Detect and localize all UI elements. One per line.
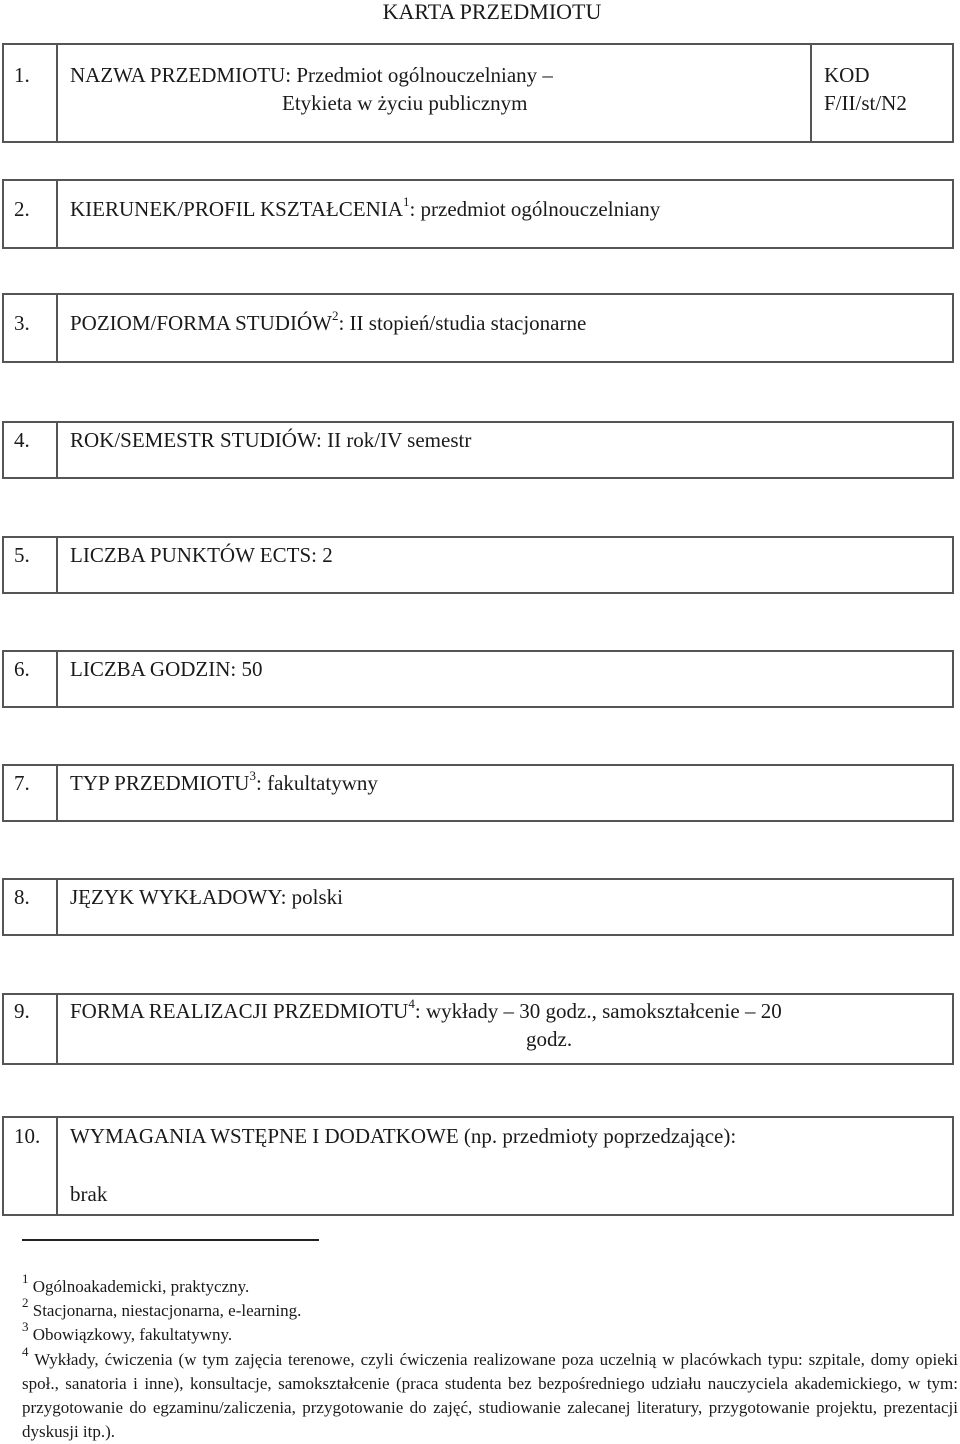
delivery-form-value-line2: godz. [526,1027,573,1051]
year-semester-cell [56,421,954,479]
hours-count-value: 50 [241,657,263,681]
footnote-ref: 4 [408,996,415,1011]
row-number: 7. [2,764,57,822]
course-name-cell [56,43,812,143]
row-study-level [0,293,960,363]
language-value: polski [291,885,343,909]
footnote-ref: 1 [402,194,410,209]
row-number: 1. [2,43,57,143]
footnote-separator [22,1239,319,1241]
course-name-label: NAZWA PRZEDMIOTU: [70,63,292,87]
row-study-field [0,179,960,249]
course-name-value: Przedmiot ogólnouczelniany – [296,63,553,87]
separator: : [414,999,421,1023]
footnote-number: 2 [22,1295,29,1311]
hours-count-cell [56,650,954,708]
ects-points-label: LICZBA PUNKTÓW ECTS: [70,543,317,567]
footnote-ref: 2 [331,308,339,323]
study-field-cell [56,179,954,249]
study-level-value: II stopień/studia stacjonarne [349,311,587,335]
footnote-3 [22,1319,233,1346]
row-number: 6. [2,650,57,708]
year-semester-label: ROK/SEMESTR STUDIÓW: [70,428,322,452]
course-type-value: fakultatywny [267,771,378,795]
row-prerequisites [0,1116,960,1216]
row-course-name [0,43,960,143]
study-level-cell [56,293,954,363]
footnote-text: Wykłady, ćwiczenia (w tym zajęcia terenowe, czyli ćwiczenia realizowane poza uczelnią w placówkach typu: szpitale, domy opieki społ., sanatoria i inne), konsultacje, samokształcenie (praca studenta bez bezpośredniego udziału nauczyciela akademickiego, w tym: przygotowanie do egzaminu/zaliczenia, przygotowanie do zajęć, studiowanie zalecanej literatury, przygotowanie projektu, prezentacji dyskusji itp.). [22,1350,958,1441]
footnote-text: Stacjonarna, niestacjonarna, e-learning. [32,1301,302,1320]
prerequisites-hint: (np. przedmioty poprzedzające): [463,1124,737,1148]
course-name-value-line2: Etykieta w życiu publicznym [282,91,528,115]
footnote-2 [22,1295,302,1322]
ects-points-value: 2 [322,543,333,567]
document-title: KARTA PRZEDMIOTU [382,0,602,24]
row-course-type [0,764,960,822]
row-number: 4. [2,421,57,479]
row-number: 10. [2,1116,57,1216]
course-code-label: KOD [824,63,870,87]
study-field-value: przedmiot ogólnouczelniany [420,197,661,221]
delivery-form-label: FORMA REALIZACJI PRZEDMIOTU [70,999,409,1023]
row-hours-count [0,650,960,708]
separator: : [409,197,416,221]
row-delivery-form [0,993,960,1065]
course-type-cell [56,764,954,822]
row-year-semester [0,421,960,479]
prerequisites-cell [56,1116,954,1216]
row-number: 5. [2,536,57,594]
row-number: 2. [2,179,57,249]
course-type-label: TYP PRZEDMIOTU [70,771,250,795]
ects-points-cell [56,536,954,594]
footnote-ref: 3 [249,768,256,783]
footnote-number: 1 [22,1271,29,1287]
footnote-text: Obowiązkowy, fakultatywny. [32,1325,233,1344]
separator: : [338,311,345,335]
language-label: JĘZYK WYKŁADOWY: [70,885,287,909]
language-cell [56,878,954,936]
delivery-form-cell [56,993,954,1065]
footnote-number: 3 [22,1319,29,1335]
row-number: 3. [2,293,57,363]
prerequisites-label: WYMAGANIA WSTĘPNE I DODATKOWE [70,1124,459,1148]
study-level-label: POZIOM/FORMA STUDIÓW [70,311,332,335]
row-number: 9. [2,993,57,1065]
row-ects-points [0,536,960,594]
separator: : [255,771,262,795]
course-code-value: F/II/st/N2 [824,91,907,115]
footnote-1 [22,1271,250,1298]
course-code-cell [810,43,954,143]
footnote-text: Ogólnoakademicki, praktyczny. [32,1277,250,1296]
row-number: 8. [2,878,57,936]
prerequisites-value: brak [70,1182,108,1206]
hours-count-label: LICZBA GODZIN: [70,657,237,681]
delivery-form-value: wykłady – 30 godz., samokształcenie – 20 [425,999,782,1023]
footnote-number: 4 [22,1344,29,1360]
footnote-4 [22,1344,958,1444]
year-semester-value: II rok/IV semestr [327,428,472,452]
row-language [0,878,960,936]
study-field-label: KIERUNEK/PROFIL KSZTAŁCENIA [70,197,403,221]
